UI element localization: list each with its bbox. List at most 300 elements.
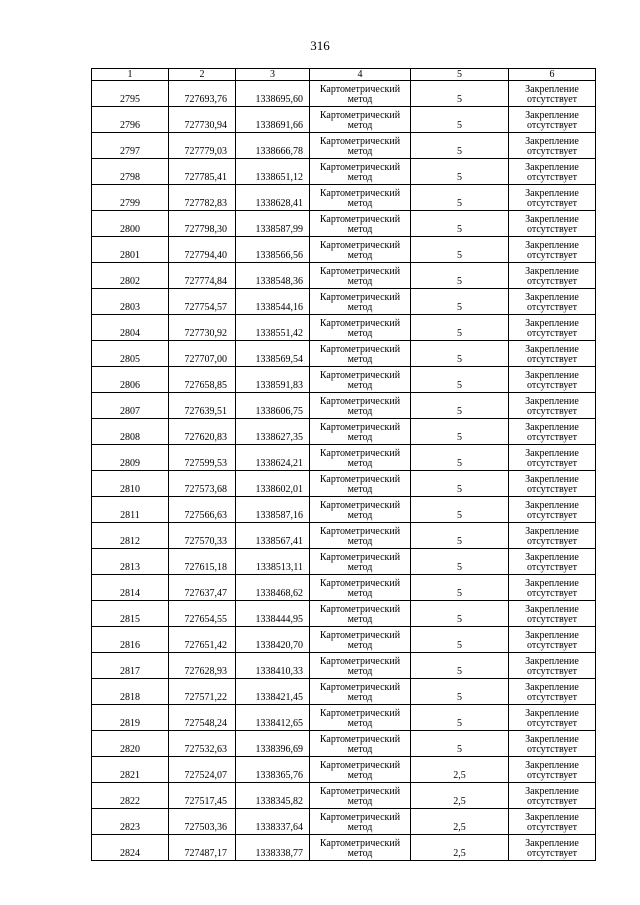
- method-line-1: Картометрический: [319, 760, 401, 771]
- method-cell: [310, 835, 411, 861]
- fixation-line-2: отсутствует: [526, 510, 578, 521]
- method-cell: [310, 679, 411, 705]
- method-line-1: Картометрический: [319, 266, 401, 277]
- method-line-2: метод: [347, 250, 373, 261]
- y-coordinate-cell: 1338410,33: [236, 653, 310, 679]
- table-row: [92, 211, 596, 237]
- y-coordinate-cell: 1338591,83: [236, 367, 310, 393]
- fixation-line-2: отсутствует: [526, 146, 578, 157]
- method-line-2: метод: [347, 718, 373, 729]
- y-coordinate-cell: 1338695,60: [236, 81, 310, 107]
- fixation-line-1: Закрепление: [525, 526, 579, 537]
- x-coordinate-cell: 727785,41: [169, 159, 236, 185]
- method-line-1: Картометрический: [319, 370, 401, 381]
- y-coordinate-cell: 1338651,12: [236, 159, 310, 185]
- method-cell: [310, 263, 411, 289]
- accuracy-cell: 5: [411, 731, 509, 757]
- method-line-2: метод: [347, 172, 373, 183]
- accuracy-cell: 5: [411, 237, 509, 263]
- method-cell: [310, 549, 411, 575]
- y-coordinate-cell: 1338624,21: [236, 445, 310, 471]
- method-cell: [310, 159, 411, 185]
- point-number-cell: 2806: [92, 367, 169, 393]
- method-line-1: Картометрический: [319, 110, 401, 121]
- accuracy-cell: 5: [411, 81, 509, 107]
- fixation-line-1: Закрепление: [525, 500, 579, 511]
- table-row: [92, 783, 596, 809]
- fixation-line-2: отсутствует: [526, 666, 578, 677]
- fixation-line-2: отсутствует: [526, 302, 578, 313]
- fixation-line-1: Закрепление: [525, 630, 579, 641]
- method-cell: [310, 497, 411, 523]
- method-line-2: метод: [347, 692, 373, 703]
- method-line-1: Картометрический: [319, 240, 401, 251]
- point-number-cell: 2814: [92, 575, 169, 601]
- fixation-line-2: отсутствует: [526, 406, 578, 417]
- accuracy-cell: 5: [411, 445, 509, 471]
- table-row: [92, 393, 596, 419]
- point-number-cell: 2815: [92, 601, 169, 627]
- method-line-1: Картометрический: [319, 214, 401, 225]
- method-cell: [310, 731, 411, 757]
- fixation-line-2: отсутствует: [526, 484, 578, 495]
- method-line-1: Картометрический: [319, 188, 401, 199]
- fixation-line-1: Закрепление: [525, 136, 579, 147]
- fixation-line-1: Закрепление: [525, 578, 579, 589]
- method-line-2: метод: [347, 640, 373, 651]
- x-coordinate-cell: 727548,24: [169, 705, 236, 731]
- method-line-1: Картометрический: [319, 812, 401, 823]
- x-coordinate-cell: 727794,40: [169, 237, 236, 263]
- table-row: [92, 705, 596, 731]
- method-cell: [310, 185, 411, 211]
- accuracy-cell: 5: [411, 653, 509, 679]
- table-row: [92, 627, 596, 653]
- y-coordinate-cell: 1338567,41: [236, 523, 310, 549]
- table-row: [92, 601, 596, 627]
- x-coordinate-cell: 727782,83: [169, 185, 236, 211]
- accuracy-cell: 2,5: [411, 835, 509, 861]
- table-row: [92, 367, 596, 393]
- method-line-2: метод: [347, 354, 373, 365]
- y-coordinate-cell: 1338628,41: [236, 185, 310, 211]
- method-line-2: метод: [347, 536, 373, 547]
- method-line-1: Картометрический: [319, 162, 401, 173]
- accuracy-cell: 5: [411, 341, 509, 367]
- fixation-cell: [509, 497, 596, 523]
- method-line-2: метод: [347, 614, 373, 625]
- method-line-2: метод: [347, 432, 373, 443]
- method-line-1: Картометрический: [319, 396, 401, 407]
- point-number-cell: 2820: [92, 731, 169, 757]
- table-row: [92, 107, 596, 133]
- table-row: [92, 575, 596, 601]
- x-coordinate-cell: 727654,55: [169, 601, 236, 627]
- y-coordinate-cell: 1338513,11: [236, 549, 310, 575]
- method-line-1: Картометрический: [319, 84, 401, 95]
- method-line-1: Картометрический: [319, 292, 401, 303]
- method-line-1: Картометрический: [319, 448, 401, 459]
- method-line-2: метод: [347, 198, 373, 209]
- method-cell: [310, 367, 411, 393]
- fixation-cell: [509, 289, 596, 315]
- method-cell: [310, 107, 411, 133]
- fixation-line-1: Закрепление: [525, 344, 579, 355]
- fixation-line-2: отсутствует: [526, 796, 578, 807]
- x-coordinate-cell: 727798,30: [169, 211, 236, 237]
- fixation-line-2: отсутствует: [526, 562, 578, 573]
- point-number-cell: 2823: [92, 809, 169, 835]
- point-number-cell: 2816: [92, 627, 169, 653]
- method-cell: [310, 809, 411, 835]
- fixation-cell: [509, 809, 596, 835]
- y-coordinate-cell: 1338548,36: [236, 263, 310, 289]
- fixation-line-2: отсутствует: [526, 120, 578, 131]
- fixation-cell: [509, 81, 596, 107]
- y-coordinate-cell: 1338412,65: [236, 705, 310, 731]
- fixation-cell: [509, 653, 596, 679]
- fixation-cell: [509, 731, 596, 757]
- table-row: [92, 757, 596, 783]
- fixation-line-2: отсутствует: [526, 224, 578, 235]
- fixation-cell: [509, 679, 596, 705]
- accuracy-cell: 2,5: [411, 757, 509, 783]
- x-coordinate-cell: 727730,94: [169, 107, 236, 133]
- fixation-cell: [509, 523, 596, 549]
- accuracy-cell: 5: [411, 393, 509, 419]
- x-coordinate-cell: 727573,68: [169, 471, 236, 497]
- x-coordinate-cell: 727730,92: [169, 315, 236, 341]
- accuracy-cell: 5: [411, 159, 509, 185]
- method-line-1: Картометрический: [319, 708, 401, 719]
- fixation-cell: [509, 601, 596, 627]
- fixation-cell: [509, 783, 596, 809]
- fixation-line-1: Закрепление: [525, 734, 579, 745]
- point-number-cell: 2812: [92, 523, 169, 549]
- method-line-1: Картометрический: [319, 344, 401, 355]
- point-number-cell: 2802: [92, 263, 169, 289]
- method-line-2: метод: [347, 380, 373, 391]
- x-coordinate-cell: 727503,36: [169, 809, 236, 835]
- method-cell: [310, 81, 411, 107]
- fixation-line-1: Закрепление: [525, 474, 579, 485]
- accuracy-cell: 5: [411, 601, 509, 627]
- y-coordinate-cell: 1338396,69: [236, 731, 310, 757]
- point-number-cell: 2799: [92, 185, 169, 211]
- point-number-cell: 2817: [92, 653, 169, 679]
- fixation-line-2: отсутствует: [526, 588, 578, 599]
- fixation-line-2: отсутствует: [526, 250, 578, 261]
- y-coordinate-cell: 1338587,99: [236, 211, 310, 237]
- accuracy-cell: 5: [411, 549, 509, 575]
- fixation-line-1: Закрепление: [525, 396, 579, 407]
- point-number-cell: 2808: [92, 419, 169, 445]
- fixation-cell: [509, 315, 596, 341]
- method-cell: [310, 783, 411, 809]
- accuracy-cell: 5: [411, 367, 509, 393]
- column-header: 2: [169, 69, 236, 81]
- column-header: 1: [92, 69, 169, 81]
- table-row: [92, 289, 596, 315]
- accuracy-cell: 5: [411, 627, 509, 653]
- fixation-line-1: Закрепление: [525, 552, 579, 563]
- method-line-1: Картометрический: [319, 526, 401, 537]
- y-coordinate-cell: 1338691,66: [236, 107, 310, 133]
- fixation-cell: [509, 757, 596, 783]
- x-coordinate-cell: 727637,47: [169, 575, 236, 601]
- method-line-2: метод: [347, 796, 373, 807]
- method-cell: [310, 133, 411, 159]
- fixation-cell: [509, 237, 596, 263]
- table-row: [92, 731, 596, 757]
- x-coordinate-cell: 727639,51: [169, 393, 236, 419]
- point-number-cell: 2824: [92, 835, 169, 861]
- method-line-1: Картометрический: [319, 318, 401, 329]
- method-line-1: Картометрический: [319, 786, 401, 797]
- accuracy-cell: 5: [411, 497, 509, 523]
- fixation-line-1: Закрепление: [525, 656, 579, 667]
- x-coordinate-cell: 727517,45: [169, 783, 236, 809]
- point-number-cell: 2796: [92, 107, 169, 133]
- table-row: [92, 653, 596, 679]
- fixation-line-1: Закрепление: [525, 84, 579, 95]
- point-number-cell: 2795: [92, 81, 169, 107]
- fixation-line-1: Закрепление: [525, 760, 579, 771]
- x-coordinate-cell: 727487,17: [169, 835, 236, 861]
- accuracy-cell: 5: [411, 575, 509, 601]
- x-coordinate-cell: 727707,00: [169, 341, 236, 367]
- fixation-cell: [509, 835, 596, 861]
- x-coordinate-cell: 727628,93: [169, 653, 236, 679]
- y-coordinate-cell: 1338468,62: [236, 575, 310, 601]
- method-line-2: метод: [347, 484, 373, 495]
- fixation-line-2: отсутствует: [526, 172, 578, 183]
- method-line-1: Картометрический: [319, 500, 401, 511]
- fixation-line-2: отсутствует: [526, 328, 578, 339]
- y-coordinate-cell: 1338587,16: [236, 497, 310, 523]
- fixation-cell: [509, 133, 596, 159]
- fixation-line-2: отсутствует: [526, 276, 578, 287]
- column-header: 4: [310, 69, 411, 81]
- fixation-line-1: Закрепление: [525, 162, 579, 173]
- accuracy-cell: 5: [411, 133, 509, 159]
- x-coordinate-cell: 727599,53: [169, 445, 236, 471]
- fixation-line-1: Закрепление: [525, 214, 579, 225]
- fixation-line-1: Закрепление: [525, 292, 579, 303]
- method-line-2: метод: [347, 770, 373, 781]
- method-line-2: метод: [347, 406, 373, 417]
- accuracy-cell: 5: [411, 315, 509, 341]
- accuracy-cell: 5: [411, 107, 509, 133]
- fixation-line-1: Закрепление: [525, 188, 579, 199]
- method-line-1: Картометрический: [319, 630, 401, 641]
- point-number-cell: 2821: [92, 757, 169, 783]
- method-line-2: метод: [347, 562, 373, 573]
- method-cell: [310, 575, 411, 601]
- method-line-2: метод: [347, 302, 373, 313]
- x-coordinate-cell: 727570,33: [169, 523, 236, 549]
- column-header: 6: [509, 69, 596, 81]
- method-line-1: Картометрический: [319, 136, 401, 147]
- fixation-line-2: отсутствует: [526, 198, 578, 209]
- method-cell: [310, 471, 411, 497]
- fixation-line-1: Закрепление: [525, 370, 579, 381]
- method-cell: [310, 653, 411, 679]
- fixation-cell: [509, 575, 596, 601]
- point-number-cell: 2800: [92, 211, 169, 237]
- x-coordinate-cell: 727524,07: [169, 757, 236, 783]
- fixation-line-1: Закрепление: [525, 682, 579, 693]
- table-row: [92, 159, 596, 185]
- fixation-line-1: Закрепление: [525, 708, 579, 719]
- table-row: [92, 835, 596, 861]
- x-coordinate-cell: 727532,63: [169, 731, 236, 757]
- x-coordinate-cell: 727754,57: [169, 289, 236, 315]
- point-number-cell: 2803: [92, 289, 169, 315]
- table-row: [92, 81, 596, 107]
- fixation-cell: [509, 549, 596, 575]
- method-cell: [310, 393, 411, 419]
- table-row: [92, 679, 596, 705]
- y-coordinate-cell: 1338421,45: [236, 679, 310, 705]
- y-coordinate-cell: 1338566,56: [236, 237, 310, 263]
- method-cell: [310, 341, 411, 367]
- fixation-line-1: Закрепление: [525, 812, 579, 823]
- y-coordinate-cell: 1338337,64: [236, 809, 310, 835]
- fixation-cell: [509, 107, 596, 133]
- method-cell: [310, 705, 411, 731]
- fixation-line-2: отсутствует: [526, 822, 578, 833]
- fixation-line-1: Закрепление: [525, 786, 579, 797]
- method-line-2: метод: [347, 744, 373, 755]
- fixation-line-2: отсутствует: [526, 770, 578, 781]
- fixation-line-1: Закрепление: [525, 318, 579, 329]
- x-coordinate-cell: 727774,84: [169, 263, 236, 289]
- accuracy-cell: 5: [411, 185, 509, 211]
- y-coordinate-cell: 1338444,95: [236, 601, 310, 627]
- method-line-1: Картометрический: [319, 838, 401, 849]
- method-line-2: метод: [347, 588, 373, 599]
- table-row: [92, 315, 596, 341]
- fixation-cell: [509, 627, 596, 653]
- fixation-line-2: отсутствует: [526, 432, 578, 443]
- method-line-1: Картометрический: [319, 474, 401, 485]
- method-line-2: метод: [347, 328, 373, 339]
- point-number-cell: 2818: [92, 679, 169, 705]
- accuracy-cell: 5: [411, 211, 509, 237]
- column-header: 5: [411, 69, 509, 81]
- method-line-2: метод: [347, 120, 373, 131]
- accuracy-cell: 5: [411, 263, 509, 289]
- fixation-line-2: отсутствует: [526, 640, 578, 651]
- coordinates-table: [91, 68, 596, 861]
- fixation-cell: [509, 341, 596, 367]
- fixation-cell: [509, 471, 596, 497]
- method-cell: [310, 757, 411, 783]
- accuracy-cell: 5: [411, 705, 509, 731]
- accuracy-cell: 5: [411, 523, 509, 549]
- y-coordinate-cell: 1338345,82: [236, 783, 310, 809]
- fixation-cell: [509, 185, 596, 211]
- fixation-line-2: отсутствует: [526, 718, 578, 729]
- fixation-line-1: Закрепление: [525, 838, 579, 849]
- table-row: [92, 237, 596, 263]
- fixation-line-1: Закрепление: [525, 240, 579, 251]
- method-cell: [310, 445, 411, 471]
- y-coordinate-cell: 1338544,16: [236, 289, 310, 315]
- table-row: [92, 445, 596, 471]
- accuracy-cell: 5: [411, 289, 509, 315]
- table-row: [92, 419, 596, 445]
- point-number-cell: 2807: [92, 393, 169, 419]
- x-coordinate-cell: 727651,42: [169, 627, 236, 653]
- x-coordinate-cell: 727779,03: [169, 133, 236, 159]
- fixation-line-1: Закрепление: [525, 422, 579, 433]
- point-number-cell: 2809: [92, 445, 169, 471]
- y-coordinate-cell: 1338627,35: [236, 419, 310, 445]
- y-coordinate-cell: 1338569,54: [236, 341, 310, 367]
- table-row: [92, 809, 596, 835]
- table-row: [92, 497, 596, 523]
- table-header-row: [92, 69, 596, 81]
- y-coordinate-cell: 1338606,75: [236, 393, 310, 419]
- fixation-cell: [509, 445, 596, 471]
- method-cell: [310, 601, 411, 627]
- table-row: [92, 133, 596, 159]
- method-line-1: Картометрический: [319, 552, 401, 563]
- method-line-1: Картометрический: [319, 422, 401, 433]
- method-line-1: Картометрический: [319, 656, 401, 667]
- fixation-cell: [509, 159, 596, 185]
- y-coordinate-cell: 1338365,76: [236, 757, 310, 783]
- y-coordinate-cell: 1338602,01: [236, 471, 310, 497]
- y-coordinate-cell: 1338338,77: [236, 835, 310, 861]
- accuracy-cell: 5: [411, 679, 509, 705]
- method-cell: [310, 419, 411, 445]
- y-coordinate-cell: 1338666,78: [236, 133, 310, 159]
- method-cell: [310, 315, 411, 341]
- fixation-line-2: отсутствует: [526, 614, 578, 625]
- table-row: [92, 341, 596, 367]
- table-row: [92, 523, 596, 549]
- method-line-1: Картометрический: [319, 578, 401, 589]
- method-line-2: метод: [347, 276, 373, 287]
- point-number-cell: 2813: [92, 549, 169, 575]
- point-number-cell: 2798: [92, 159, 169, 185]
- y-coordinate-cell: 1338551,42: [236, 315, 310, 341]
- method-line-2: метод: [347, 666, 373, 677]
- point-number-cell: 2811: [92, 497, 169, 523]
- fixation-line-1: Закрепление: [525, 110, 579, 121]
- table-row: [92, 185, 596, 211]
- point-number-cell: 2805: [92, 341, 169, 367]
- column-header: 3: [236, 69, 310, 81]
- point-number-cell: 2797: [92, 133, 169, 159]
- fixation-cell: [509, 393, 596, 419]
- table-row: [92, 263, 596, 289]
- fixation-line-2: отсутствует: [526, 380, 578, 391]
- method-line-2: метод: [347, 224, 373, 235]
- x-coordinate-cell: 727571,22: [169, 679, 236, 705]
- x-coordinate-cell: 727615,18: [169, 549, 236, 575]
- method-cell: [310, 627, 411, 653]
- point-number-cell: 2810: [92, 471, 169, 497]
- y-coordinate-cell: 1338420,70: [236, 627, 310, 653]
- fixation-cell: [509, 419, 596, 445]
- fixation-line-2: отсутствует: [526, 692, 578, 703]
- x-coordinate-cell: 727566,63: [169, 497, 236, 523]
- point-number-cell: 2822: [92, 783, 169, 809]
